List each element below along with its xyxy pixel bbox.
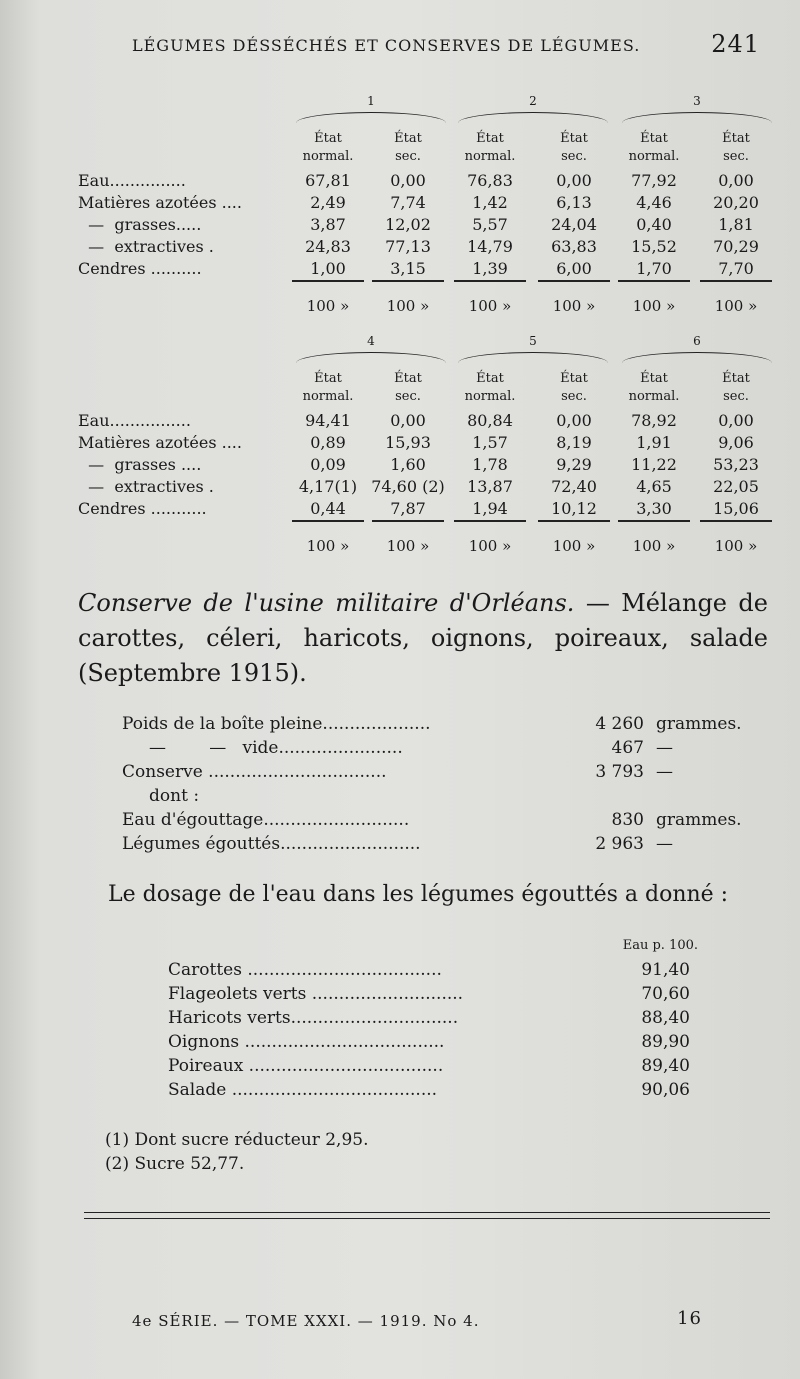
weight-value: 3 793 xyxy=(595,762,644,782)
total-rules xyxy=(78,280,778,284)
total-rule xyxy=(454,280,526,282)
moisture-label: Haricots verts............................... xyxy=(168,1008,459,1028)
moisture-label: Oignons ..................................... xyxy=(168,1032,445,1052)
table-cell: 22,05 xyxy=(713,477,759,496)
group-number: 2 xyxy=(529,94,537,108)
page-number: 241 xyxy=(711,30,760,58)
table-cell: 0,09 xyxy=(310,455,346,474)
total-rule xyxy=(372,280,444,282)
weight-value: 2 963 xyxy=(595,834,644,854)
moisture-column-header: Eau p. 100. xyxy=(622,938,698,953)
moisture-row xyxy=(168,1030,698,1054)
row-label: Cendres ........... xyxy=(78,499,207,518)
table-cell: 1,42 xyxy=(472,193,508,212)
table-cell: 72,40 xyxy=(551,477,597,496)
column-header: État normal. xyxy=(302,371,354,404)
dosage-sentence: Le dosage de l'eau dans les légumes égouttés a donné : xyxy=(108,882,729,907)
column-group-3 xyxy=(622,334,772,363)
table-cell: 15,52 xyxy=(631,237,677,256)
group-number: 1 xyxy=(367,94,375,108)
moisture-label: Flageolets verts ............................ xyxy=(168,984,464,1004)
row-label: Eau............... xyxy=(78,171,186,190)
table-row xyxy=(78,170,778,192)
table-cell: 8,19 xyxy=(556,433,592,452)
weight-value: 830 xyxy=(611,810,644,830)
total-rule xyxy=(538,280,610,282)
table-cell: 10,12 xyxy=(551,499,597,518)
total-rule xyxy=(292,520,364,522)
group-number: 5 xyxy=(529,334,537,348)
total-rule xyxy=(618,280,690,282)
table-cell: 67,81 xyxy=(305,171,351,190)
table-cell: 76,83 xyxy=(467,171,513,190)
footnote-1: (1) Dont sucre réducteur 2,95. xyxy=(105,1130,369,1150)
table-cell: 0,40 xyxy=(636,215,672,234)
table-cell: 0,00 xyxy=(556,171,592,190)
table-row xyxy=(78,192,778,214)
conserve-paragraph xyxy=(78,586,768,691)
table-cell: 1,91 xyxy=(636,433,672,452)
table-cell: 5,57 xyxy=(472,215,508,234)
brace xyxy=(296,112,446,123)
table-cell: 15,06 xyxy=(713,499,759,518)
column-groups xyxy=(78,334,778,370)
column-header: État sec. xyxy=(722,371,750,404)
paragraph-text: — Mélange de carottes, céleri, haricots, oignons, poireaux, salade (Septembre 1915). xyxy=(78,589,768,687)
table-cell: 3,87 xyxy=(310,215,346,234)
table-cell: 80,84 xyxy=(467,411,513,430)
total-cell: 100 » xyxy=(632,537,676,555)
moisture-label: Carottes .................................... xyxy=(168,960,442,980)
row-label: — grasses..... xyxy=(78,215,202,234)
table-cell: 0,00 xyxy=(390,411,426,430)
table-cell: 9,29 xyxy=(556,455,592,474)
total-cell: 100 » xyxy=(386,537,430,555)
footer-text: 4e SÉRIE. — TOME XXXI. — 1919. No 4. xyxy=(132,1312,480,1330)
brace xyxy=(622,112,772,123)
moisture-value: 88,40 xyxy=(641,1008,690,1028)
moisture-value: 90,06 xyxy=(641,1080,690,1100)
table-cell: 1,57 xyxy=(472,433,508,452)
total-rules xyxy=(78,520,778,524)
weight-row xyxy=(122,808,742,832)
total-cell: 100 » xyxy=(714,537,758,555)
column-headers xyxy=(78,130,778,170)
page-footer xyxy=(132,1308,702,1330)
weight-unit: — xyxy=(656,762,673,782)
column-group-2 xyxy=(458,94,608,123)
table-cell: 78,92 xyxy=(631,411,677,430)
moisture-row xyxy=(168,1006,698,1030)
brace xyxy=(296,352,446,363)
moisture-row xyxy=(168,958,698,982)
moisture-value: 89,90 xyxy=(641,1032,690,1052)
column-group-3 xyxy=(622,94,772,123)
column-header: État normal. xyxy=(628,131,680,164)
table-cell: 1,39 xyxy=(472,259,508,278)
table-cell: 0,00 xyxy=(718,171,754,190)
table-row xyxy=(78,498,778,520)
table-cell: 4,65 xyxy=(636,477,672,496)
weight-value: 467 xyxy=(611,738,644,758)
table-cell: 24,83 xyxy=(305,237,351,256)
row-label: Matières azotées .... xyxy=(78,433,242,452)
column-header: État normal. xyxy=(628,371,680,404)
column-header: État sec. xyxy=(560,131,588,164)
table-cell: 15,93 xyxy=(385,433,431,452)
total-rule xyxy=(538,520,610,522)
total-cell: 100 » xyxy=(468,297,512,315)
row-label: Cendres .......... xyxy=(78,259,202,278)
table-cell: 63,83 xyxy=(551,237,597,256)
table-cell: 74,60 (2) xyxy=(371,477,445,496)
footer-rule-thin xyxy=(84,1218,770,1219)
signature-mark: 16 xyxy=(677,1308,702,1329)
weight-unit: — xyxy=(656,834,673,854)
brace xyxy=(458,352,608,363)
weight-unit: — xyxy=(656,738,673,758)
table-cell: 4,46 xyxy=(636,193,672,212)
totals-row xyxy=(78,294,778,318)
table-cell: 3,15 xyxy=(390,259,426,278)
table-cell: 12,02 xyxy=(385,215,431,234)
weights-list xyxy=(122,712,742,856)
row-label: Eau................ xyxy=(78,411,191,430)
weight-row xyxy=(122,760,742,784)
total-cell: 100 » xyxy=(632,297,676,315)
table-row xyxy=(78,476,778,498)
moisture-row xyxy=(168,1054,698,1078)
table-cell: 70,29 xyxy=(713,237,759,256)
moisture-label: Poireaux .................................... xyxy=(168,1056,444,1076)
table-cell: 11,22 xyxy=(631,455,677,474)
column-header: État normal. xyxy=(302,131,354,164)
table-cell: 77,13 xyxy=(385,237,431,256)
weight-label: Eau d'égouttage........................... xyxy=(122,810,410,830)
table-row xyxy=(78,258,778,280)
composition-table-2 xyxy=(78,334,778,558)
column-header: État normal. xyxy=(464,131,516,164)
weight-row xyxy=(122,736,742,760)
table-cell: 4,17(1) xyxy=(298,477,358,496)
column-group-1 xyxy=(296,334,446,363)
table-cell: 1,94 xyxy=(472,499,508,518)
group-number: 6 xyxy=(693,334,701,348)
table-cell: 1,00 xyxy=(310,259,346,278)
total-cell: 100 » xyxy=(306,537,350,555)
weight-label: Conserve ................................. xyxy=(122,762,387,782)
total-cell: 100 » xyxy=(468,537,512,555)
total-rule xyxy=(292,280,364,282)
table-row xyxy=(78,454,778,476)
moisture-value: 91,40 xyxy=(641,960,690,980)
column-group-2 xyxy=(458,334,608,363)
table-cell: 7,70 xyxy=(718,259,754,278)
weight-label: — — vide....................... xyxy=(122,738,403,758)
table-cell: 1,60 xyxy=(390,455,426,474)
weight-unit: grammes. xyxy=(656,810,742,830)
column-header: État sec. xyxy=(560,371,588,404)
column-header: État sec. xyxy=(394,371,422,404)
weight-row xyxy=(122,832,742,856)
table-cell: 0,00 xyxy=(556,411,592,430)
table-cell: 20,20 xyxy=(713,193,759,212)
table-cell: 3,30 xyxy=(636,499,672,518)
total-rule xyxy=(700,520,772,522)
weight-unit: grammes. xyxy=(656,714,742,734)
group-number: 4 xyxy=(367,334,375,348)
moisture-value: 70,60 xyxy=(641,984,690,1004)
weight-label: Légumes égouttés.......................... xyxy=(122,834,421,854)
table-row xyxy=(78,410,778,432)
table-cell: 13,87 xyxy=(467,477,513,496)
total-cell: 100 » xyxy=(552,297,596,315)
row-label: — grasses .... xyxy=(78,455,202,474)
table-cell: 0,89 xyxy=(310,433,346,452)
group-number: 3 xyxy=(693,94,701,108)
totals-row xyxy=(78,534,778,558)
table-cell: 7,87 xyxy=(390,499,426,518)
table-cell: 0,44 xyxy=(310,499,346,518)
table-cell: 7,74 xyxy=(390,193,426,212)
table-row xyxy=(78,432,778,454)
column-header: État sec. xyxy=(394,131,422,164)
total-rule xyxy=(454,520,526,522)
table-cell: 1,81 xyxy=(718,215,754,234)
total-cell: 100 » xyxy=(552,537,596,555)
total-cell: 100 » xyxy=(306,297,350,315)
column-header: État normal. xyxy=(464,371,516,404)
table-cell: 2,49 xyxy=(310,193,346,212)
table-cell: 1,70 xyxy=(636,259,672,278)
table-row xyxy=(78,236,778,258)
weight-row xyxy=(122,784,742,808)
weight-value: 4 260 xyxy=(595,714,644,734)
column-headers xyxy=(78,370,778,410)
moisture-label: Salade ...................................... xyxy=(168,1080,438,1100)
footnote-2: (2) Sucre 52,77. xyxy=(105,1154,245,1174)
brace xyxy=(622,352,772,363)
table-cell: 1,78 xyxy=(472,455,508,474)
composition-table-1 xyxy=(78,94,778,318)
weight-row xyxy=(122,712,742,736)
row-label: — extractives . xyxy=(78,237,214,256)
table-row xyxy=(78,214,778,236)
footnotes xyxy=(105,1128,368,1176)
total-cell: 100 » xyxy=(386,297,430,315)
table-cell: 0,00 xyxy=(718,411,754,430)
running-title: LÉGUMES DÉSSÉCHÉS ET CONSERVES DE LÉGUMES. xyxy=(132,36,641,55)
weight-label: dont : xyxy=(122,786,200,806)
total-rule xyxy=(700,280,772,282)
running-header xyxy=(132,30,772,58)
table-cell: 77,92 xyxy=(631,171,677,190)
total-cell: 100 » xyxy=(714,297,758,315)
row-label: — extractives . xyxy=(78,477,214,496)
moisture-row xyxy=(168,1078,698,1102)
table-cell: 9,06 xyxy=(718,433,754,452)
column-group-1 xyxy=(296,94,446,123)
table-cell: 53,23 xyxy=(713,455,759,474)
row-label: Matières azotées .... xyxy=(78,193,242,212)
total-rule xyxy=(618,520,690,522)
table-cell: 94,41 xyxy=(305,411,351,430)
moisture-row xyxy=(168,982,698,1006)
footer-rule xyxy=(84,1212,770,1213)
table-cell: 0,00 xyxy=(390,171,426,190)
paragraph-italic: Conserve de l'usine militaire d'Orléans. xyxy=(78,589,575,617)
table-cell: 24,04 xyxy=(551,215,597,234)
brace xyxy=(458,112,608,123)
table-cell: 6,00 xyxy=(556,259,592,278)
total-rule xyxy=(372,520,444,522)
table-cell: 6,13 xyxy=(556,193,592,212)
table-cell: 14,79 xyxy=(467,237,513,256)
column-groups xyxy=(78,94,778,130)
column-header: État sec. xyxy=(722,131,750,164)
weight-label: Poids de la boîte pleine.................... xyxy=(122,714,431,734)
moisture-value: 89,40 xyxy=(641,1056,690,1076)
